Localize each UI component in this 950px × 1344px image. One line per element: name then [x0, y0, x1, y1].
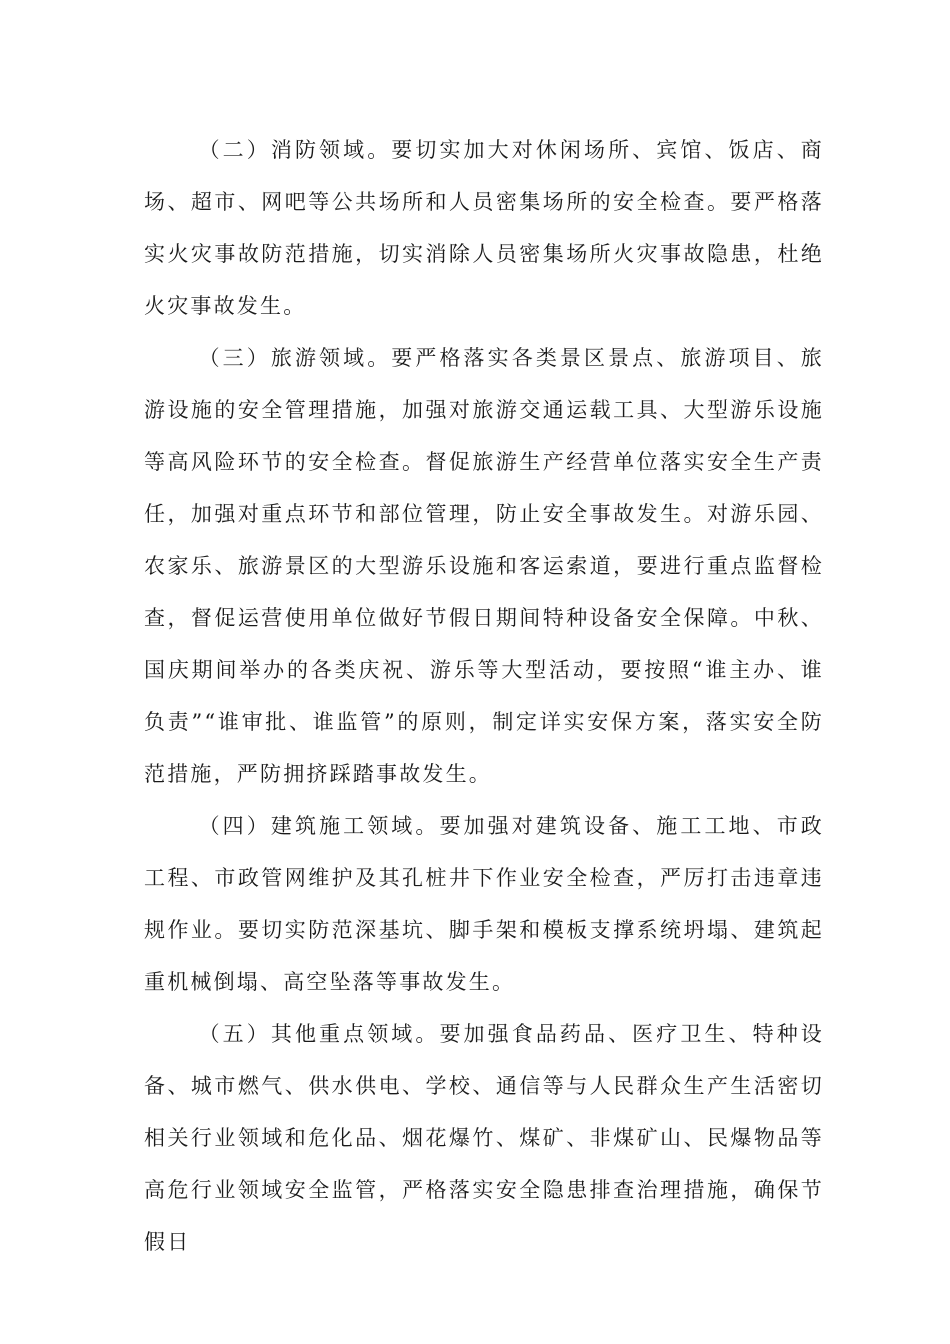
paragraph-construction: （四）建筑施工领域。要加强对建筑设备、施工工地、市政工程、市政管网维护及其孔桩井下作业安全检查，严厉打击违章违规作业。要切实防范深基坑、脚手架和模板支撑系统坍塌、建筑起重机械倒塌、高空坠落等事故发生。 [144, 814, 824, 994]
paragraph-other-key-areas: （五）其他重点领域。要加强食品药品、医疗卫生、特种设备、城市燃气、供水供电、学校、通信等与人民群众生产生活密切相关行业领域和危化品、烟花爆竹、煤矿、非煤矿山、民爆物品等高危行业领域安全监管，严格落实安全隐患排查治理措施，确保节假日 [144, 1022, 824, 1254]
paragraph-tourism: （三）旅游领域。要严格落实各类景区景点、旅游项目、旅游设施的安全管理措施，加强对旅游交通运载工具、大型游乐设施等高风险环节的安全检查。督促旅游生产经营单位落实安全生产责任，加强对重点环节和部位管理，防止安全事故发生。对游乐园、农家乐、旅游景区的大型游乐设施和客运索道，要进行重点监督检查，督促运营使用单位做好节假日期间特种设备安全保障。中秋、国庆期间举办的各类庆祝、游乐等大型活动，要按照“谁主办、谁负责”“谁审批、谁监管”的原则，制定详实安保方案，落实安全防范措施，严防拥挤踩踏事故发生。 [144, 346, 824, 786]
paragraph-fire-safety: （二）消防领域。要切实加大对休闲场所、宾馆、饭店、商场、超市、网吧等公共场所和人员密集场所的安全检查。要严格落实火灾事故防范措施，切实消除人员密集场所火灾事故隐患，杜绝火灾事故发生。 [144, 138, 824, 318]
document-page [144, 124, 824, 1268]
